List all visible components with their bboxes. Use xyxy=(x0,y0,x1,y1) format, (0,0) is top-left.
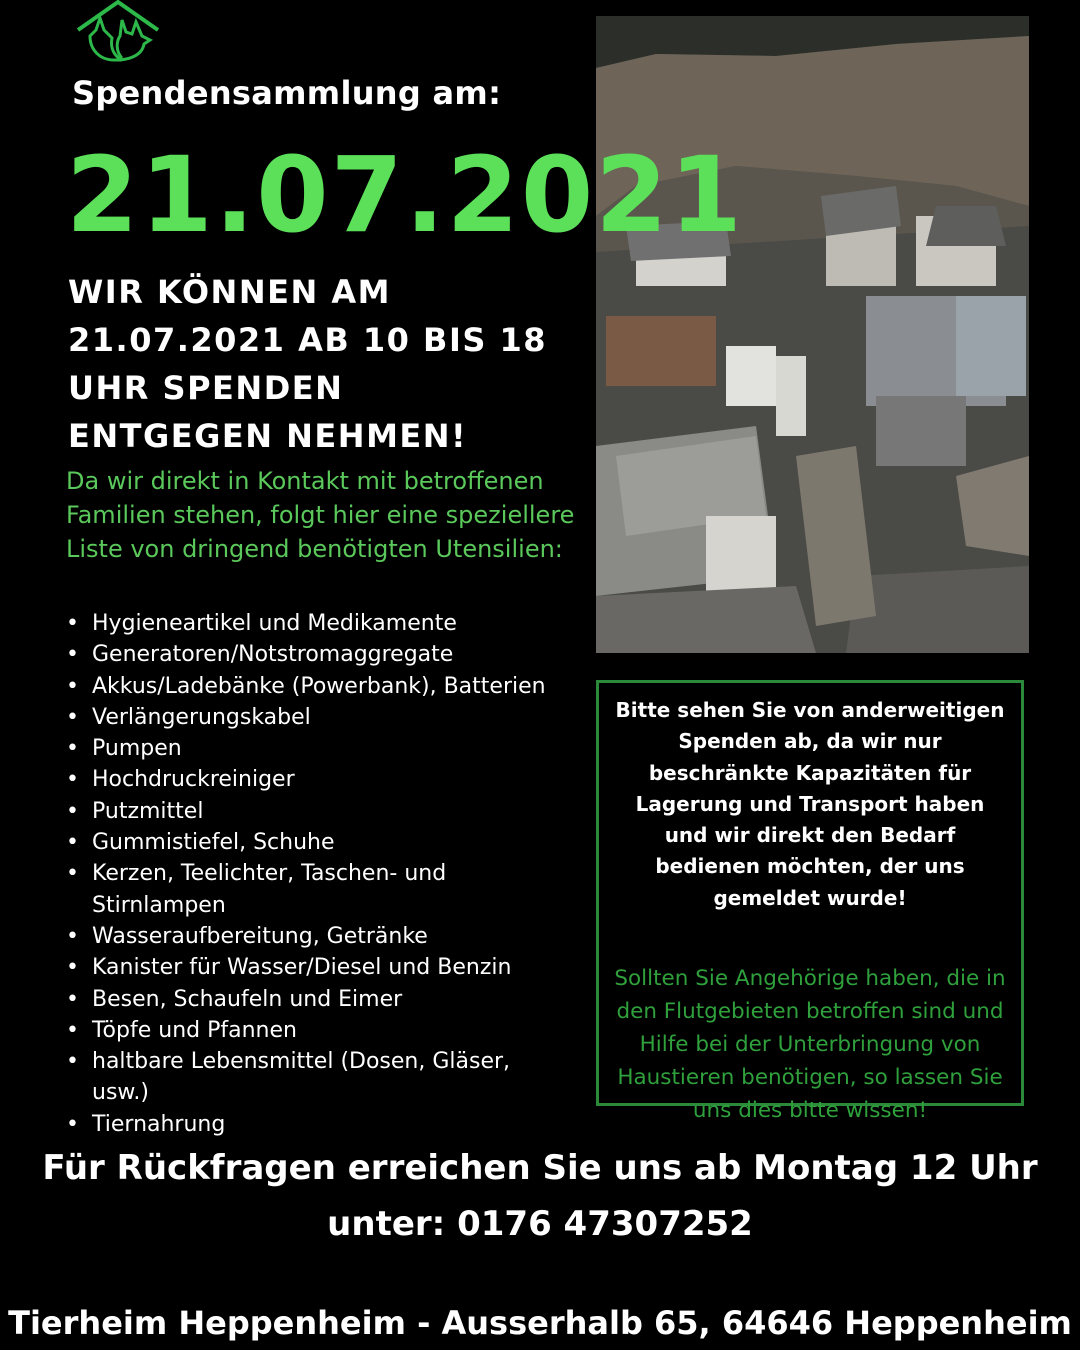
list-item: • Hygieneartikel und Medikamente xyxy=(66,608,566,639)
headline xyxy=(68,268,568,460)
intro-text: Da wir direkt in Kontakt mit betroffenen Familien stehen, folgt hier eine speziellere Liste von dringend benötigten Utensilien: xyxy=(66,467,575,563)
contact-line: Für Rückfragen erreichen Sie uns ab Montag 12 Uhr xyxy=(42,1148,1038,1188)
list-item: • Akkus/Ladebänke (Powerbank), Batterien xyxy=(66,671,566,702)
list-item: • Töpfe und Pfannen xyxy=(66,1015,566,1046)
list-item: • Wasseraufbereitung, Getränke xyxy=(66,921,566,952)
list-item: • haltbare Lebensmittel (Dosen, Gläser, usw.) xyxy=(66,1046,566,1109)
notice-pet-help: Sollten Sie Angehörige haben, die in den Flutgebieten betroffen sind und Hilfe bei der Unterbringung von Haustieren benötigen, so lassen Sie uns dies bitte wissen! xyxy=(614,966,1006,1124)
list-item: • Tiernahrung xyxy=(66,1109,566,1140)
notice-box xyxy=(596,680,1024,1124)
list-item: • Generatoren/Notstromaggregate xyxy=(66,639,566,670)
list-item: • Kerzen, Teelichter, Taschen- und Stirnlampen xyxy=(66,858,566,921)
needed-items-list xyxy=(66,608,566,1140)
contact-info xyxy=(0,1140,1080,1252)
animal-shelter-logo-icon xyxy=(70,0,166,66)
headline-line: 21.07.2021 AB 10 BIS 18 xyxy=(68,321,548,359)
collection-kicker: Spendensammlung am: xyxy=(72,74,502,112)
contact-phone: unter: 0176 47307252 xyxy=(327,1204,753,1244)
list-item: • Kanister für Wasser/Diesel und Benzin xyxy=(66,952,566,983)
list-item: • Besen, Schaufeln und Eimer xyxy=(66,984,566,1015)
collection-date: 21.07.2021 xyxy=(66,134,744,256)
list-item: • Verlängerungskabel xyxy=(66,702,566,733)
list-item: • Hochdruckreiniger xyxy=(66,764,566,795)
flood-aerial-photo xyxy=(596,16,1029,653)
list-item: • Pumpen xyxy=(66,733,566,764)
list-item: • Gummistiefel, Schuhe xyxy=(66,827,566,858)
headline-line: UHR SPENDEN xyxy=(68,369,344,407)
notice-warning: Bitte sehen Sie von anderweitigen Spenden ab, da wir nur beschränkte Kapazitäten für Lagerung und Transport haben und wir direkt den Bedarf bedienen möchten, der uns gemeldet wurde! xyxy=(615,698,1005,910)
list-item: • Putzmittel xyxy=(66,796,566,827)
headline-line: ENTGEGEN NEHMEN! xyxy=(68,417,468,455)
headline-line: WIR KÖNNEN AM xyxy=(68,273,391,311)
shelter-address: Tierheim Heppenheim - Ausserhalb 65, 64646 Heppenheim xyxy=(8,1304,1072,1342)
